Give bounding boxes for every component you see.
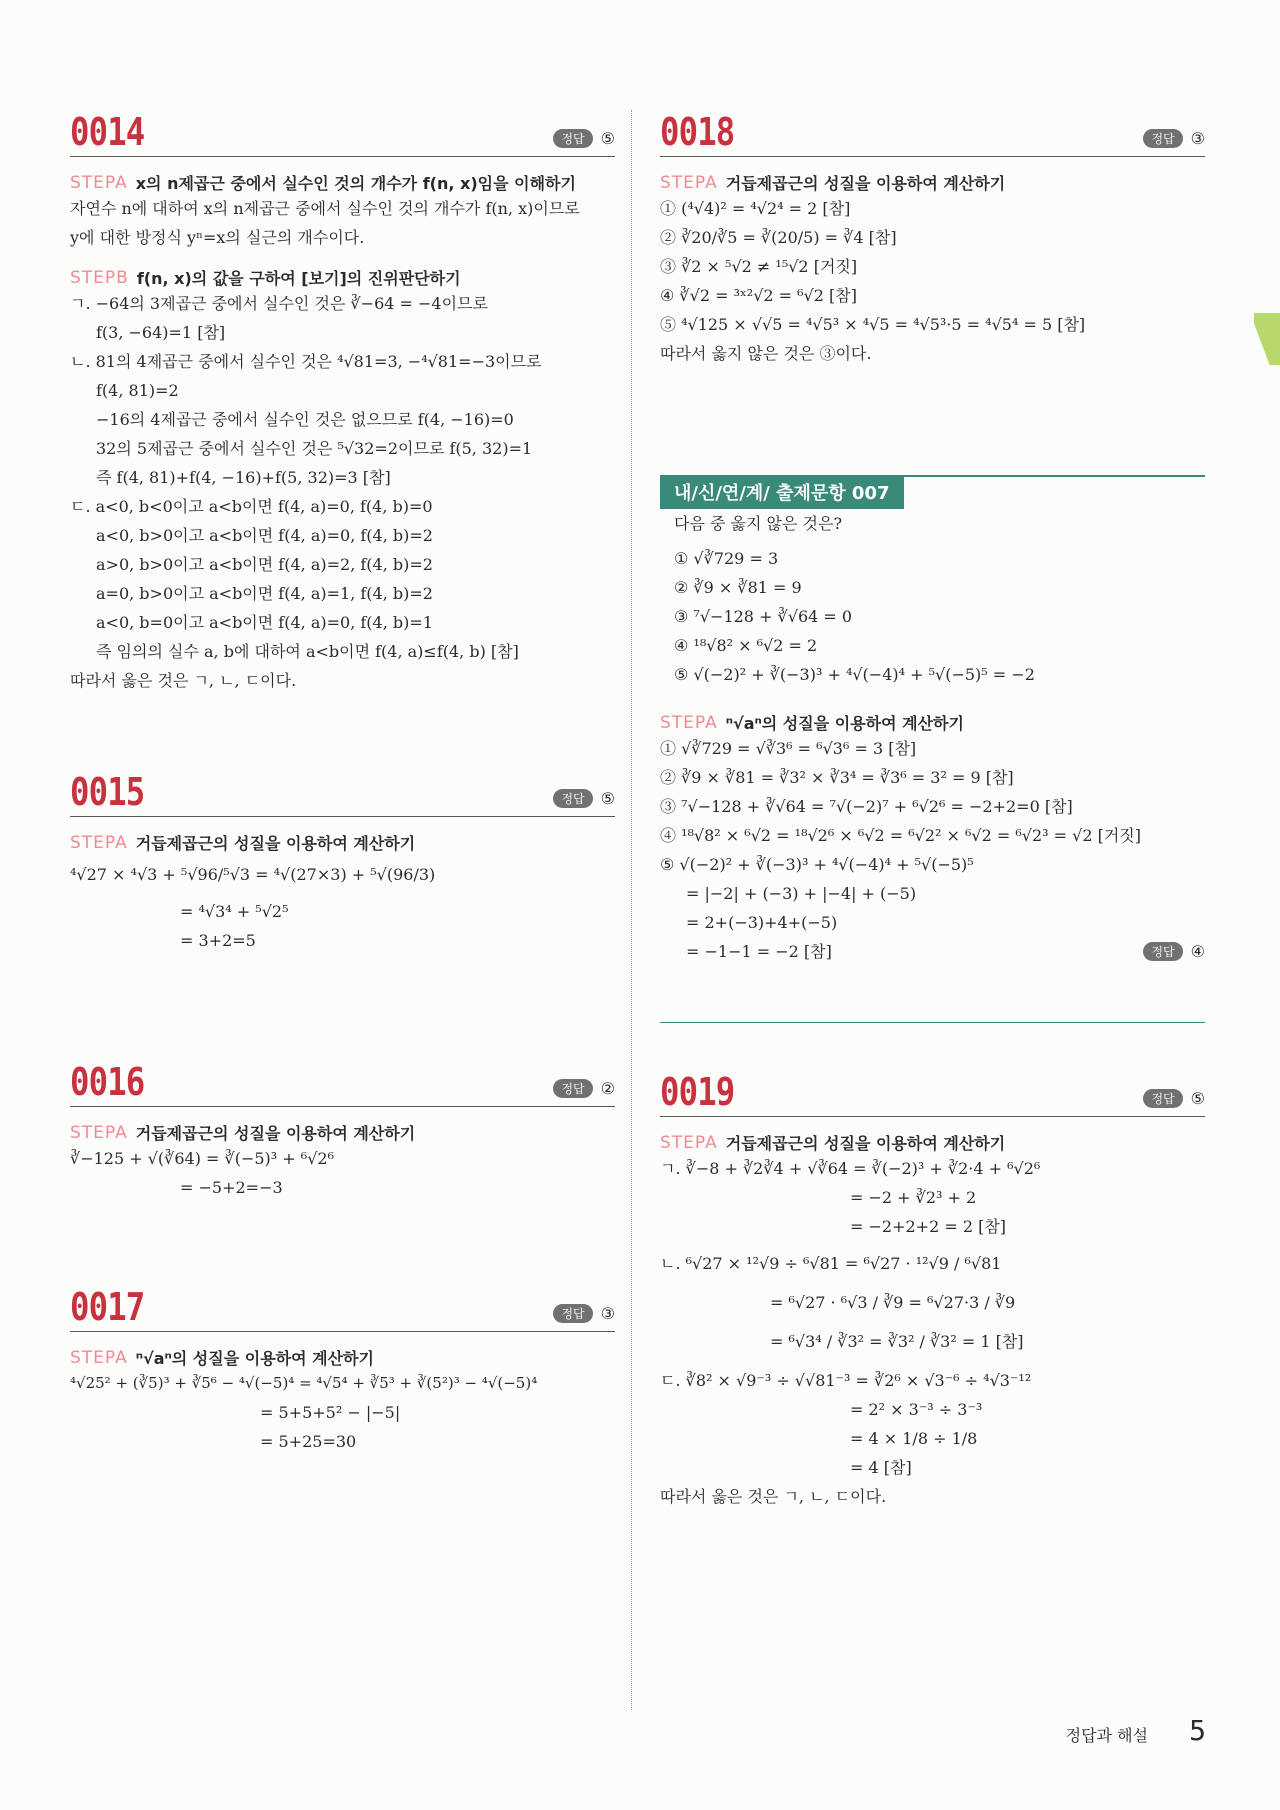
- math-line: = −2 + ∛2³ + 2: [850, 1188, 977, 1207]
- math-line: = −1−1 = −2 [참]: [686, 942, 832, 961]
- math-line: = 4 × 1/8 ÷ 1/8: [850, 1429, 978, 1448]
- answer-value: ③: [600, 1304, 615, 1323]
- chapter-tab-marker: [1254, 313, 1280, 365]
- answer: [1143, 1089, 1205, 1108]
- step-a: STEPA 거듭제곱근의 성질을 이용하여 계산하기: [660, 1132, 1006, 1153]
- problem-header: [660, 110, 1205, 157]
- math-line: = 4 [참]: [850, 1458, 912, 1477]
- math-line: ① √∛729 = √∛3⁶ = ⁶√3⁶ = 3 [참]: [660, 739, 917, 758]
- math-line: = 5+25=30: [260, 1432, 357, 1451]
- problem-number: 0014: [70, 110, 145, 154]
- math-line: ④ ¹⁸√8² × ⁶√2 = ¹⁸√2⁶ × ⁶√2 = ⁶√2² × ⁶√2 = ⁶√2³ = √2 [거짓]: [660, 826, 1141, 845]
- problem-number: 0016: [70, 1060, 145, 1104]
- problem-header: [70, 110, 615, 157]
- problem-0014: [70, 110, 615, 695]
- text-line: ㄴ. 81의 4제곱근 중에서 실수인 것은 ⁴√81=3, −⁴√81=−3이므로: [70, 352, 542, 371]
- text-line: a=0, b>0이고 a<b이면 f(4, a)=1, f(4, b)=2: [96, 584, 433, 603]
- math-line: ⁴√27 × ⁴√3 + ⁵√96/⁵√3 = ⁴√(27×3) + ⁵√(96/3): [70, 865, 436, 884]
- answer-value: ⑤: [600, 129, 615, 148]
- answer: [1143, 129, 1205, 148]
- problem-0017: [70, 1285, 615, 1456]
- text-line: ㄷ. a<0, b<0이고 a<b이면 f(4, a)=0, f(4, b)=0: [70, 497, 433, 516]
- option-4: ④ ¹⁸√8² × ⁶√2 = 2: [674, 636, 818, 655]
- answer-value: ⑤: [600, 789, 615, 808]
- math-line: = ⁴√3⁴ + ⁵√2⁵: [180, 902, 289, 921]
- math-line: ㄴ. ⁶√27 × ¹²√9 ÷ ⁶√81 = ⁶√27 · ¹²√9 / ⁶√81: [660, 1254, 1002, 1273]
- math-line: ② ∛9 × ∛81 = ∛3² × ∛3⁴ = ∛3⁶ = 3² = 9 [참]: [660, 768, 1014, 787]
- math-line: = 5+5+5² − |−5|: [260, 1403, 401, 1422]
- option-5: ⑤ √(−2)² + ∛(−3)³ + ⁴√(−4)⁴ + ⁵√(−5)⁵ = −2: [674, 665, 1035, 684]
- problem-header: [660, 1070, 1205, 1117]
- step-title: 거듭제곱근의 성질을 이용하여 계산하기: [135, 1124, 416, 1143]
- problem-header: [70, 770, 615, 817]
- answer: [553, 1079, 615, 1098]
- text-line: 자연수 n에 대하여 x의 n제곱근 중에서 실수인 것의 개수가 f(n, x)이므로: [70, 199, 580, 218]
- math-line: = −2+2+2 = 2 [참]: [850, 1217, 1007, 1236]
- text-line: y에 대한 방정식 yⁿ=x의 실근의 개수이다.: [70, 228, 365, 247]
- math-line: ② ∛20/∛5 = ∛(20/5) = ∛4 [참]: [660, 228, 897, 247]
- problem-number: 0015: [70, 770, 145, 814]
- math-line: ③ ∛2 × ⁵√2 ≠ ¹⁵√2 [거짓]: [660, 257, 858, 276]
- page-number: 5: [1189, 1714, 1206, 1747]
- math-line: ③ ⁷√−128 + ∛√64 = ⁷√(−2)⁷ + ⁶√2⁶ = −2+2=0 [참]: [660, 797, 1073, 816]
- problem-header: [70, 1285, 615, 1332]
- text-line: f(3, −64)=1 [참]: [96, 323, 226, 342]
- text-line: a<0, b=0이고 a<b이면 f(4, a)=0, f(4, b)=1: [96, 613, 433, 632]
- text-line: −16의 4제곱근 중에서 실수인 것은 없으므로 f(4, −16)=0: [96, 410, 514, 429]
- problem-number: 0019: [660, 1070, 735, 1114]
- answer-value: ②: [600, 1079, 615, 1098]
- math-line: ① (⁴√4)² = ⁴√2⁴ = 2 [참]: [660, 199, 851, 218]
- math-line: = 3+2=5: [180, 931, 256, 950]
- option-2: ② ∛9 × ∛81 = 9: [674, 578, 802, 597]
- math-line: = 2² × 3⁻³ ÷ 3⁻³: [850, 1400, 983, 1419]
- option-1: ① √∛729 = 3: [674, 549, 779, 568]
- problem-0019: [660, 1070, 1205, 1511]
- math-line: ⁴√25² + (∛5)³ + ∛5⁶ − ⁴√(−5)⁴ = ⁴√5⁴ + ∛5³ + ∛(5²)³ − ⁴√(−5)⁴: [70, 1374, 538, 1392]
- answer: [1143, 942, 1205, 961]
- math-line: ⑤ ⁴√125 × √√5 = ⁴√5³ × ⁴√5 = ⁴√5³·5 = ⁴√5⁴ = 5 [참]: [660, 315, 1086, 334]
- answer-value: ④: [1190, 942, 1205, 961]
- answer-value: ③: [1190, 129, 1205, 148]
- exam-question-tag: 내/신/연/계/ 출제문항 007: [660, 475, 904, 509]
- column-divider: [631, 110, 632, 1710]
- math-line: ⑤ √(−2)² + ∛(−3)³ + ⁴√(−4)⁴ + ⁵√(−5)⁵: [660, 855, 974, 874]
- problem-0016: [70, 1060, 615, 1202]
- answer-label: 정답: [1143, 1089, 1182, 1108]
- text-line: 따라서 옳지 않은 것은 ③이다.: [660, 344, 872, 363]
- answer: [553, 129, 615, 148]
- step-a: STEPA 거듭제곱근의 성질을 이용하여 계산하기: [70, 1122, 416, 1143]
- answer-label: 정답: [1143, 942, 1182, 961]
- problem-0015: [70, 770, 615, 955]
- problem-number: 0017: [70, 1285, 145, 1329]
- math-line: ㄱ. ∛−8 + ∛2∛4 + √∛64 = ∛(−2)³ + ∛2·4 + ⁶√2⁶: [660, 1159, 1041, 1178]
- text-line: f(4, 81)=2: [96, 381, 179, 400]
- answer: [553, 789, 615, 808]
- step-title: x의 n제곱근 중에서 실수인 것의 개수가 f(n, x)임을 이해하기: [135, 174, 576, 193]
- math-line: = −5+2=−3: [180, 1178, 283, 1197]
- answer-label: 정답: [553, 129, 592, 148]
- text-line: 즉 임의의 실수 a, b에 대하여 a<b이면 f(4, a)≤f(4, b) [참]: [96, 642, 519, 661]
- math-line: ㄷ. ∛8² × √9⁻³ ÷ √√81⁻³ = ∛2⁶ × √3⁻⁶ ÷ ⁴√3⁻¹²: [660, 1371, 1032, 1390]
- answer: [553, 1304, 615, 1323]
- math-line: = |−2| + (−3) + |−4| + (−5): [686, 884, 917, 903]
- text-line: a<0, b>0이고 a<b이면 f(4, a)=0, f(4, b)=2: [96, 526, 433, 545]
- answer-label: 정답: [553, 1079, 592, 1098]
- text-line: 따라서 옳은 것은 ㄱ, ㄴ, ㄷ이다.: [70, 671, 297, 690]
- step-title: f(n, x)의 값을 구하여 [보기]의 진위판단하기: [136, 269, 461, 288]
- text-line: 따라서 옳은 것은 ㄱ, ㄴ, ㄷ이다.: [660, 1487, 887, 1506]
- text-line: 32의 5제곱근 중에서 실수인 것은 ⁵√32=2이므로 f(5, 32)=1: [96, 439, 533, 458]
- step-title: 거듭제곱근의 성질을 이용하여 계산하기: [135, 834, 416, 853]
- option-3: ③ ⁷√−128 + ∛√64 = 0: [674, 607, 853, 626]
- math-line: ∛−125 + √(∛64) = ∛(−5)³ + ⁶√2⁶: [70, 1149, 334, 1168]
- problem-header: [70, 1060, 615, 1107]
- math-line: = 2+(−3)+4+(−5): [686, 913, 838, 932]
- step-title: 거듭제곱근의 성질을 이용하여 계산하기: [725, 174, 1006, 193]
- step-b: STEPB f(n, x)의 값을 구하여 [보기]의 진위판단하기: [70, 267, 461, 288]
- math-line: ④ ∛√2 = ³ˣ²√2 = ⁶√2 [참]: [660, 286, 857, 305]
- footer-label: 정답과 해설: [1065, 1726, 1148, 1745]
- answer-label: 정답: [1143, 129, 1182, 148]
- step-title: 거듭제곱근의 성질을 이용하여 계산하기: [725, 1134, 1006, 1153]
- step-a: STEPA x의 n제곱근 중에서 실수인 것의 개수가 f(n, x)임을 이해하기: [70, 172, 576, 193]
- exam-question-box: [660, 475, 1205, 1023]
- math-line: = ⁶√27 · ⁶√3 / ∛9 = ⁶√27·3 / ∛9: [770, 1293, 1016, 1312]
- answer-label: 정답: [553, 1304, 592, 1323]
- step-a: STEPA 거듭제곱근의 성질을 이용하여 계산하기: [70, 832, 416, 853]
- answer-value: ⑤: [1190, 1089, 1205, 1108]
- step-a: STEPA 거듭제곱근의 성질을 이용하여 계산하기: [660, 172, 1006, 193]
- question-text: 다음 중 옳지 않은 것은?: [674, 514, 843, 533]
- text-line: ㄱ. −64의 3제곱근 중에서 실수인 것은 ∛−64 = −4이므로: [70, 294, 488, 313]
- text-line: 즉 f(4, 81)+f(4, −16)+f(5, 32)=3 [참]: [96, 468, 391, 487]
- text-line: a>0, b>0이고 a<b이면 f(4, a)=2, f(4, b)=2: [96, 555, 433, 574]
- answer-label: 정답: [553, 789, 592, 808]
- step-title: ⁿ√aⁿ의 성질을 이용하여 계산하기: [135, 1349, 374, 1368]
- step-a: STEPA ⁿ√aⁿ의 성질을 이용하여 계산하기: [660, 712, 964, 733]
- step-title: ⁿ√aⁿ의 성질을 이용하여 계산하기: [725, 714, 964, 733]
- step-a: STEPA ⁿ√aⁿ의 성질을 이용하여 계산하기: [70, 1347, 374, 1368]
- problem-number: 0018: [660, 110, 735, 154]
- math-line: = ⁶√3⁴ / ∛3² = ∛3² / ∛3² = 1 [참]: [770, 1332, 1024, 1351]
- problem-0018: [660, 110, 1205, 368]
